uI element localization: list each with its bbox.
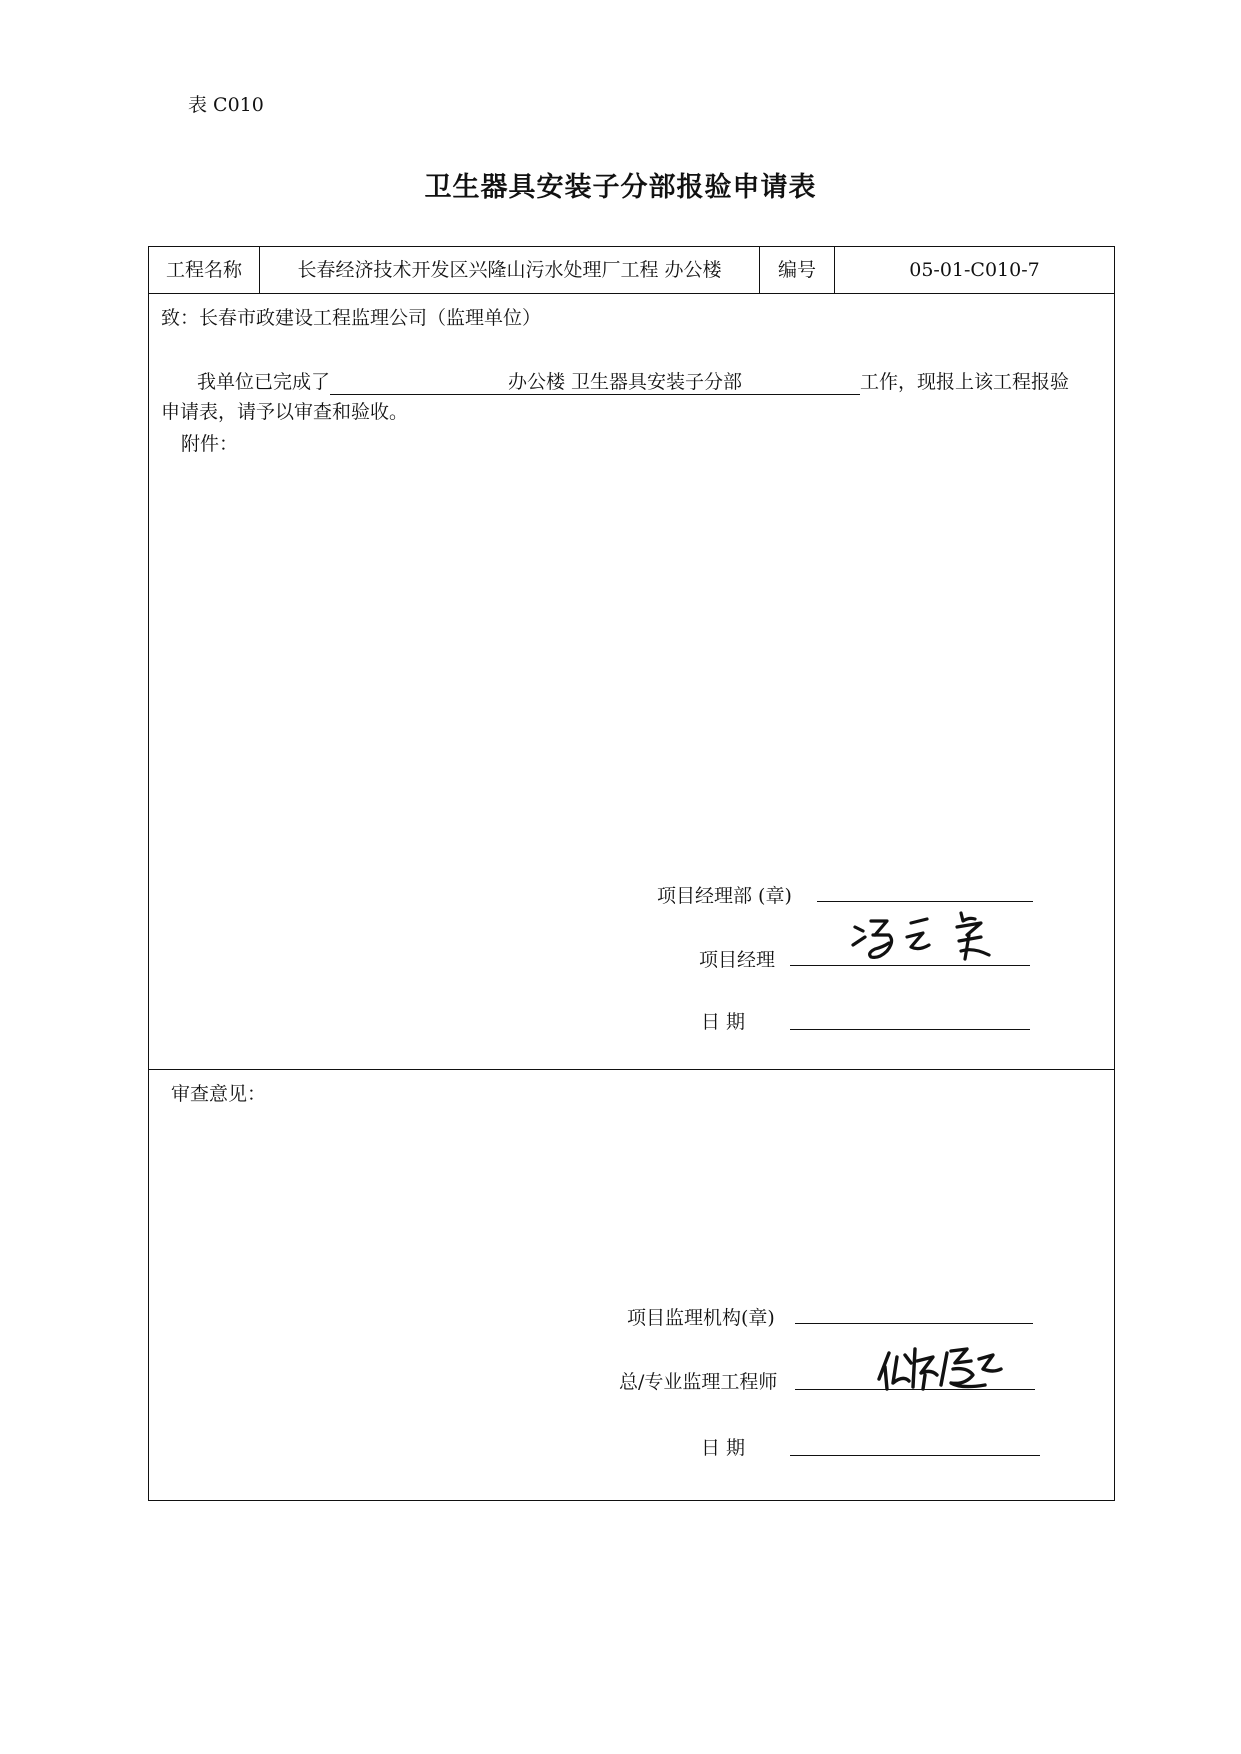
review-date-line: [790, 1433, 1040, 1456]
application-date-line: [790, 1007, 1030, 1030]
review-date-label: 日 期: [701, 1437, 746, 1459]
work-item-field: 办公楼 卫生器具安装子分部: [330, 367, 860, 395]
section-divider: [149, 1069, 1114, 1070]
application-date-label: 日 期: [701, 1011, 746, 1033]
engineer-label: 总/专业监理工程师: [619, 1371, 778, 1393]
statement-suffix: 工作，现报上该工程报验: [860, 371, 1070, 393]
agency-seal-label: 项目监理机构(章): [627, 1307, 775, 1329]
statement-prefix: 我单位已完成了: [197, 371, 331, 393]
dept-seal-label: 项目经理部 (章): [657, 885, 792, 907]
engineer-signature: [875, 1339, 1025, 1395]
project-name-value: 长春经济技术开发区兴隆山污水处理厂工程 办公楼: [260, 247, 760, 293]
project-name-label: 工程名称: [149, 247, 260, 293]
header-row: [149, 247, 1114, 294]
statement-line-2: 申请表，请予以审查和验收。: [161, 401, 409, 423]
form-table: [148, 246, 1115, 1501]
attachment-label: 附件：: [181, 433, 239, 455]
number-value: 05-01-C010-7: [909, 259, 1040, 281]
addressee: 致：长春市政建设工程监理公司（监理单位）: [161, 307, 542, 329]
review-opinion-label: 审查意见：: [171, 1083, 267, 1105]
manager-signature: [849, 907, 1029, 967]
document-title: 卫生器具安装子分部报验申请表: [424, 172, 817, 203]
number-label: 编号: [760, 247, 835, 293]
form-code: 表 C010: [188, 94, 264, 116]
statement-line-1: [197, 367, 1069, 395]
agency-seal-line: [795, 1301, 1033, 1324]
manager-label: 项目经理: [699, 949, 776, 971]
dept-seal-line: [817, 879, 1033, 902]
